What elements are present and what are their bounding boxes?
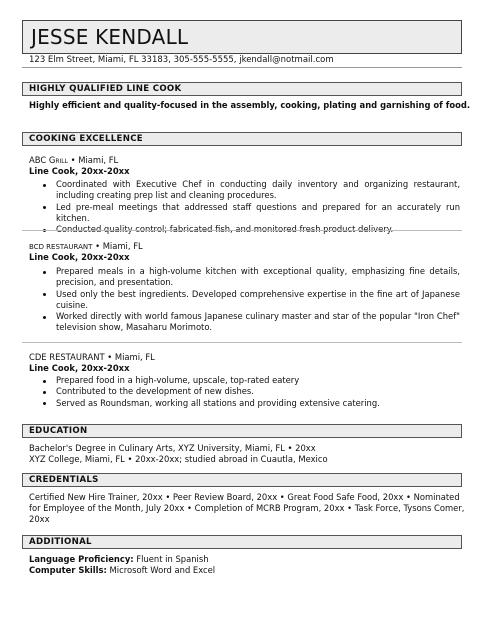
employer-location: • Miami, FL xyxy=(107,352,155,362)
section-header-profile xyxy=(22,82,462,96)
additional-label: Computer Skills: xyxy=(29,565,107,575)
section-header-additional xyxy=(22,535,462,549)
divider xyxy=(22,342,462,343)
employer-line xyxy=(29,241,143,251)
bullet-item: Served as Roundsman, working all stations and providing extensive catering. xyxy=(40,398,460,409)
credentials-line: Certified New Hire Trainer, 20xx • Peer Review Board, 20xx • Great Food Safe Food, 20xx • Nominated xyxy=(29,492,460,502)
section-title: EDUCATION xyxy=(29,426,88,436)
contact-line: 123 Elm Street, Miami, FL 33183, 305-555-5555, jkendall@notmail.com xyxy=(29,55,334,65)
job-bullets xyxy=(40,179,460,235)
additional-value: Fluent in Spanish xyxy=(133,554,209,564)
additional-item xyxy=(29,554,209,564)
employer-name: BCD RESTAURANT xyxy=(29,243,93,251)
section-title: COOKING EXCELLENCE xyxy=(29,134,143,144)
section-header-experience xyxy=(22,132,462,146)
employer-line xyxy=(29,352,155,362)
bullet-item: Used only the best ingredients. Developed comprehensive expertise in the fine art of Japanese cuisine. xyxy=(40,289,460,312)
employer-name: ABC Grill xyxy=(29,155,68,165)
credentials-line: for Employee of the Month, July 20xx • Completion of MCRB Program, 20xx • Task Force, Tysons Comer, xyxy=(29,503,465,513)
education-line: XYZ College, Miami, FL • 20xx-20xx; studied abroad in Cuautla, Mexico xyxy=(29,454,328,464)
divider xyxy=(22,230,462,231)
additional-label: Language Proficiency: xyxy=(29,554,134,564)
section-header-education xyxy=(22,424,462,438)
section-title: CREDENTIALS xyxy=(29,475,99,485)
bullet-item: Led pre-meal meetings that addressed staff questions and prepared for an accurately run kitchen. xyxy=(40,202,460,225)
divider xyxy=(22,67,462,68)
name-banner xyxy=(22,20,462,54)
bullet-item: Conducted quality control; fabricated fish, and monitored fresh product delivery. xyxy=(40,224,460,235)
bullet-item: Contributed to the development of new dishes. xyxy=(40,386,460,397)
job-bullets xyxy=(40,266,460,334)
profile-summary: Highly efficient and quality-focused in the assembly, cooking, plating and garnishing of food. xyxy=(29,100,471,110)
employer-location: • Miami, FL xyxy=(70,155,119,165)
credentials-line: 20xx xyxy=(29,514,50,524)
bullet-item: Prepared meals in a high-volume kitchen with exceptional quality, emphasizing fine details, precision, and presentation. xyxy=(40,266,460,289)
section-title: ADDITIONAL xyxy=(29,537,92,547)
additional-value: Microsoft Word and Excel xyxy=(106,565,216,575)
education-line: Bachelor's Degree in Culinary Arts, XYZ University, Miami, FL • 20xx xyxy=(29,443,316,453)
job-bullets xyxy=(40,375,460,409)
job-title: Line Cook, 20xx-20xx xyxy=(29,363,130,373)
employer-location: • Miami, FL xyxy=(95,241,143,251)
bullet-item: Coordinated with Executive Chef in conducting daily inventory and organizing restaurant, including creating prep list and cleaning procedures. xyxy=(40,179,460,202)
additional-item xyxy=(29,565,215,575)
employer-name: CDE RESTAURANT xyxy=(29,352,105,362)
section-title: HIGHLY QUALIFIED LINE COOK xyxy=(29,84,182,94)
job-title: Line Cook, 20xx-20xx xyxy=(29,166,130,176)
bullet-item: Worked directly with world famous Japanese culinary master and star of the popular "Iron Chef" television show, Masaharu Morimoto. xyxy=(40,311,460,334)
bullet-item: Prepared food in a high-volume, upscale, top-rated eatery xyxy=(40,375,460,386)
employer-line xyxy=(29,155,118,165)
job-title: Line Cook, 20xx-20xx xyxy=(29,252,130,262)
section-header-credentials xyxy=(22,473,462,487)
candidate-name: JESSE KENDALL xyxy=(31,25,189,49)
